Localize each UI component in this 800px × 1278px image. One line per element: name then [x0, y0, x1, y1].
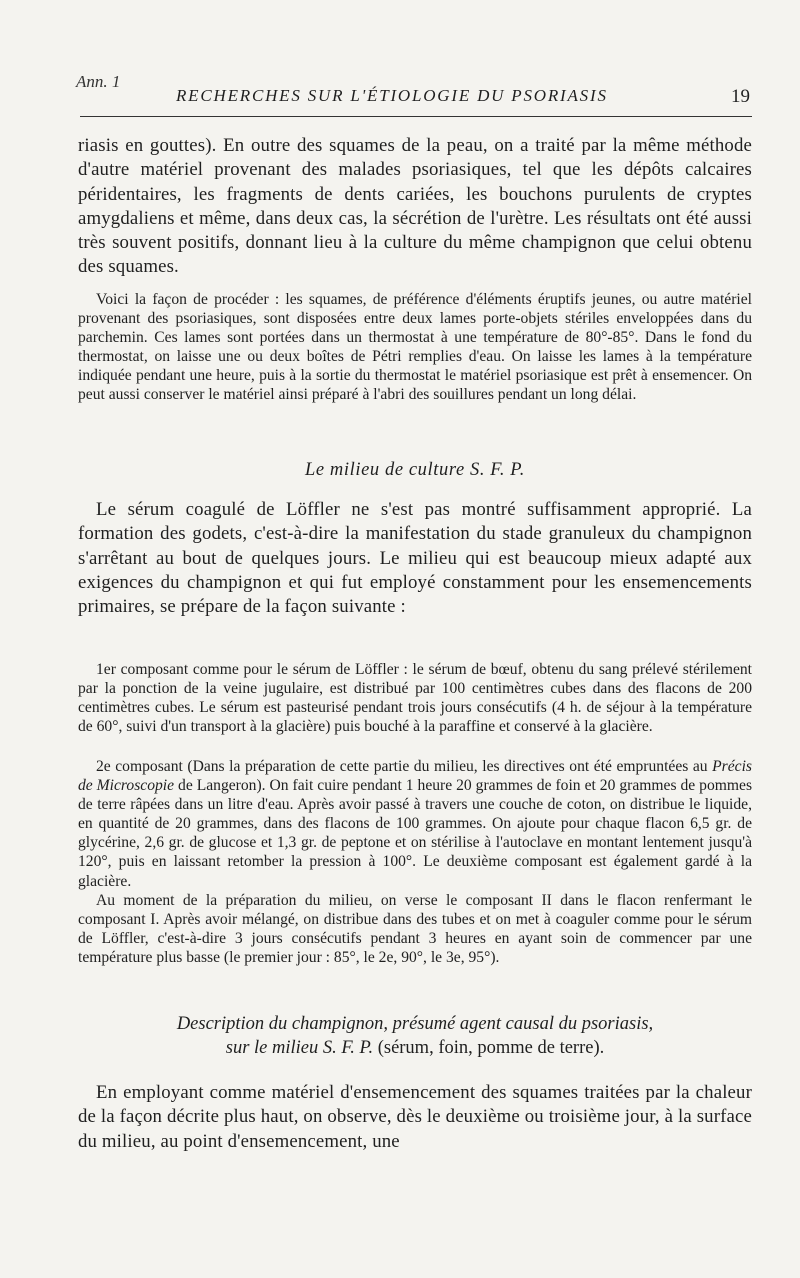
paragraph-second-component [78, 757, 752, 891]
second-component-text-b: de Langeron). On fait cuire pendant 1 heure 20 grammes de foin et 20 grammes de pommes de terre râpées dans un litre d'eau. Après avoir passé à travers une couche de coton, on distribue le liquide, en quantité de 20 grammes, dans des flacons de 100 grammes. On ajoute pour chaque flacon 6,5 gr. de glycérine, 2,6 gr. de glucose et 1,3 gr. de peptone et on stérilise à l'autoclave en montant lentement jusqu'à 120°, puis en laissant retomber la pression à 100°. Le deuxième composant est également gardé à la glacière. [78, 777, 753, 890]
book-title-reference: Précis de Microscopie [78, 758, 752, 795]
second-component-text-a: 2e composant (Dans la préparation de cette partie du milieu, les directives ont été empruntées au [96, 758, 713, 775]
paragraph-serum: Le sérum coagulé de Löffler ne s'est pas montré suffisamment approprié. La formation des godets, c'est-à-dire la manifestation du stade granuleux du champignon s'arrêtant au bout de quelques jours. Le milieu qui est beaucoup mieux adapté aux exigences du champignon et qui fut employé constamment pour les ensemencements primaires, se prépare de la façon suivante : [78, 499, 752, 618]
heading-line-2-plain: (sérum, foin, pomme de terre). [373, 1038, 605, 1058]
running-title: RECHERCHES SUR L'ÉTIOLOGIE DU PSORIASIS [176, 86, 608, 105]
section-heading-culture-medium: Le milieu de culture S. F. P. [304, 460, 526, 480]
page-number: 19 [731, 86, 750, 107]
paragraph-intro: riasis en gouttes). En outre des squames de la peau, on a traité par la même méthode d'autre matériel provenant des malades psoriasiques, tel que les dépôts calcaires péridentaires, les fragments de dents cariées, les bouchons purulents de cryptes amygdaliens et même, dans deux cas, la sécrétion de l'urètre. Les résultats ont été aussi très souvent positifs, donnant lieu à la culture du même champignon que celui obtenu des squames. [78, 135, 752, 278]
heading-line-1: Description du champignon, présumé agent causal du psoriasis, [176, 1014, 654, 1034]
paragraph-first-component: 1er composant comme pour le sérum de Löffler : le sérum de bœuf, obtenu du sang prélevé stérilement par la ponction de la veine jugulaire, est distribué par 100 centimètres cubes dans des flacons de 200 centimètres cubes. Le sérum est pasteurisé pendant trois jours consécutifs (4 h. de séjour à la température de 60°, suivi d'un transport à la glacière) puis bouché à la paraffine et conservé à la glacière. [78, 661, 752, 736]
paragraph-procedure: Voici la façon de procéder : les squames, de préférence d'éléments éruptifs jeunes, ou autre matériel provenant des psoriasiques, sont disposées entre deux lames porte-objets stériles enveloppées dans du parchemin. Ces lames sont portées dans un thermostat à une température de 80°-85°. Dans le fond du thermostat, on laisse une ou deux boîtes de Pétri remplies d'eau. On laisse les lames à la température indiquée pendant une heure, puis à la sortie du thermostat le matériel psoriasique est prêt à ensemencer. On peut aussi conserver le matériel ainsi préparé à l'abri des souillures pendant un long délai. [78, 291, 752, 404]
paragraph-observation: En employant comme matériel d'ensemencement des squames traitées par la chaleur de la façon décrite plus haut, on observe, dès le deuxième ou troisième jour, à la surface du milieu, au point d'ensemencement, une [78, 1082, 752, 1152]
heading-line-2-italic: sur le milieu S. F. P. [225, 1038, 374, 1058]
heading-line-2 [78, 1036, 752, 1060]
paragraph-preparation: Au moment de la préparation du milieu, on verse le composant II dans le flacon renfermant le composant I. Après avoir mélangé, on distribue dans des tubes et on met à coaguler comme pour le sérum de Löffler, c'est-à-dire 3 jours consécutifs pendant 3 heures en ayant soin de commencer par une température plus basse (le premier jour : 85°, le 2e, 90°, le 3e, 95°). [78, 892, 752, 967]
running-header [80, 86, 752, 117]
margin-annotation: Ann. 1 [76, 72, 121, 91]
section-heading-fungus-description [78, 1012, 752, 1060]
